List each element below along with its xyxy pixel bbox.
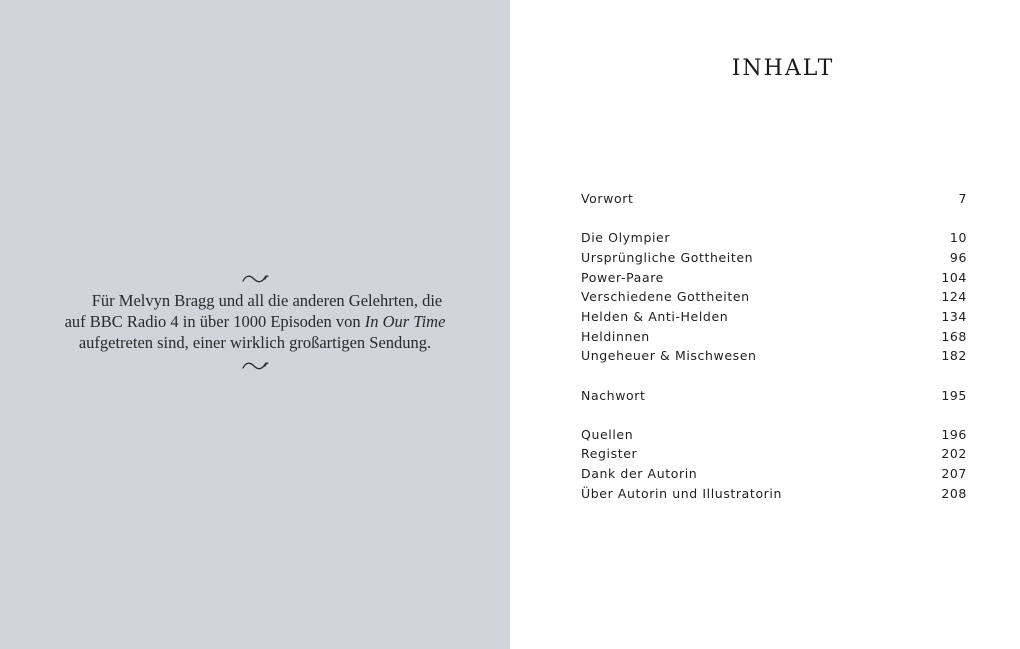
- dedication-line-2-text: auf BBC Radio 4 in über 1000 Episoden von: [64, 312, 365, 331]
- toc-entry[interactable]: [581, 307, 967, 327]
- toc-entry-page-number: 182: [941, 348, 967, 364]
- toc-entry[interactable]: [581, 464, 967, 484]
- toc-entry[interactable]: [581, 287, 967, 307]
- toc-entry-label: Vorwort: [581, 191, 634, 206]
- toc-entry-label: Helden & Anti-Helden: [581, 308, 729, 324]
- toc-entry-page-number: 207: [941, 466, 967, 482]
- toc-entry[interactable]: [581, 425, 967, 445]
- toc-entry-label: Ungeheuer & Mischwesen: [581, 348, 757, 364]
- dedication-block: [0, 272, 510, 373]
- dedication-line-3: aufgetreten sind, einer wirklich großartigen Sendung.: [78, 333, 432, 352]
- toc-entry[interactable]: [581, 346, 967, 366]
- toc-entry-page-number: 124: [941, 289, 967, 305]
- toc-group: [581, 189, 967, 209]
- toc-group: [581, 386, 967, 406]
- toc-entry-label: Quellen: [581, 426, 634, 442]
- page-title: INHALT: [731, 56, 835, 81]
- toc-entry-page-number: 196: [941, 426, 967, 442]
- toc-entry[interactable]: [581, 189, 967, 209]
- table-of-contents: [581, 189, 967, 523]
- toc-entry-page-number: 208: [941, 485, 967, 501]
- toc-entry-page-number: 104: [941, 269, 967, 285]
- toc-entry[interactable]: [581, 268, 967, 288]
- toc-entry-label: Ursprüngliche Gottheiten: [581, 249, 754, 265]
- toc-group: [581, 228, 967, 366]
- toc-entry[interactable]: [581, 327, 967, 347]
- dedication-line-2: [0, 311, 510, 332]
- toc-entry-label: Power-Paare: [581, 269, 664, 285]
- toc-entry-page-number: 7: [958, 191, 967, 206]
- swirl-ornament-icon: [241, 272, 269, 286]
- toc-entry-label: Nachwort: [581, 387, 646, 403]
- toc-entry-label: Register: [581, 446, 638, 462]
- dedication-line-1: Für Melvyn Bragg und all die anderen Gelehrten, die: [91, 291, 443, 310]
- toc-entry-label: Die Olympier: [581, 230, 671, 246]
- toc-entry[interactable]: [581, 484, 967, 504]
- toc-entry-page-number: 168: [941, 328, 967, 344]
- toc-entry-page-number: 195: [941, 387, 967, 403]
- toc-entry-page-number: 134: [941, 308, 967, 324]
- toc-entry[interactable]: [581, 386, 967, 406]
- toc-entry[interactable]: [581, 248, 967, 268]
- show-title: In Our Time: [364, 312, 446, 331]
- toc-entry-label: Dank der Autorin: [581, 466, 698, 482]
- toc-entry-label: Verschiedene Gottheiten: [581, 289, 750, 305]
- toc-entry-label: Heldinnen: [581, 328, 650, 344]
- toc-entry-page-number: 202: [941, 446, 967, 462]
- toc-group: [581, 425, 967, 504]
- swirl-ornament-icon: [241, 359, 269, 373]
- toc-entry-page-number: 10: [949, 230, 967, 246]
- toc-entry-label: Über Autorin und Illustratorin: [581, 485, 783, 501]
- contents-page: [510, 0, 1020, 649]
- toc-entry[interactable]: [581, 228, 967, 248]
- toc-entry[interactable]: [581, 444, 967, 464]
- toc-entry-page-number: 96: [949, 249, 967, 265]
